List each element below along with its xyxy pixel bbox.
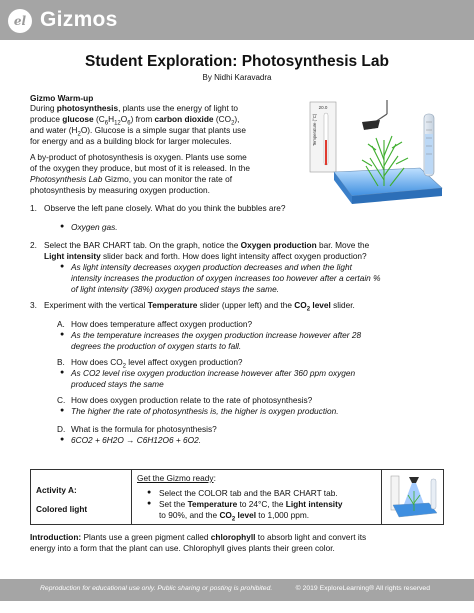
q3b-answer-line1: As CO2 level rise oxygen production increase however after 360 ppm oxygen xyxy=(71,368,356,378)
warmup-p2-line3: Photosynthesis Lab Gizmo, you can monitor the rate of xyxy=(30,174,233,184)
q2-answer-line3: of light intensity (38%) oxygen produced stays the same. xyxy=(71,284,279,294)
warmup-p1-line2: produce glucose $(C_6H_{12}O_6)$ from carbon dioxide $(CO_2)$, xyxy=(30,114,240,127)
q1-answer: Oxygen gas. xyxy=(71,222,118,232)
q1-bullet: ● xyxy=(60,223,65,230)
author-line: By Nidhi Karavadra xyxy=(202,73,272,82)
q3b-bullet: ● xyxy=(60,369,65,376)
warmup-p2-line1: A by-product of photosynthesis is oxygen. Plants use some xyxy=(30,152,247,162)
warmup-heading: Gizmo Warm-up xyxy=(30,93,94,103)
thumbnail-tank xyxy=(393,503,437,517)
q3a-answer-line1: As the temperature increases the oxygen production increase however after 28 xyxy=(71,330,362,340)
footer-notice: Reproduction for educational use only. Public sharing or posting is prohibited. xyxy=(40,585,273,592)
q3-line1: Experiment with the vertical Temperature slider (upper left) and the $CO_2$ level slider. xyxy=(44,300,355,313)
activity-name: Colored light xyxy=(36,504,88,514)
q2-bullet: ● xyxy=(60,263,65,270)
activity-a-table xyxy=(30,469,444,525)
warmup-p1-line3: and water $(H_2O)$. Glucose is a simple sugar that plants use xyxy=(30,125,246,138)
q3a-answer-line2: degrees the production of oxygen starts to fall. xyxy=(71,341,242,351)
q1-text: Observe the left pane closely. What do you think the bubbles are? xyxy=(44,203,286,213)
activity-step-2-line2: to 90%, and the $CO_2$ level to 1,000 ppm. xyxy=(159,510,310,523)
q3c-bullet: ● xyxy=(60,407,65,414)
q3a-label: A. xyxy=(57,319,65,329)
q3-number: 3. xyxy=(30,300,37,310)
q2-answer-line2: intensity increases the production of oxygen increases too however after a certain % xyxy=(71,273,381,283)
warmup-p1-line4: for energy and as a building block for larger molecules. xyxy=(30,136,232,146)
warmup-p2-line2: of the oxygen they produce, but most of it is released. In the xyxy=(30,163,250,173)
gizmos-header-bar xyxy=(0,0,474,40)
q3a-bullet: ● xyxy=(60,331,65,338)
activity-step-1: Select the COLOR tab and the BAR CHART tab. xyxy=(159,488,338,498)
get-gizmo-ready-heading: Get the Gizmo ready: xyxy=(137,473,216,483)
q2-line1: Select the BAR CHART tab. On the graph, notice the Oxygen production bar. Move the xyxy=(44,240,370,250)
q3b-answer-line2: produced stays the same xyxy=(71,379,164,389)
q3c-answer: The higher the rate of photosynthesis is, the higher is oxygen production. xyxy=(71,406,339,416)
thermometer-mercury xyxy=(325,140,327,165)
activity-label: Activity A: xyxy=(36,485,77,495)
q3d-question: What is the formula for photosynthesis? xyxy=(71,424,217,434)
q2-answer-line1: As light intensity decreases oxygen production decreases and when the light xyxy=(71,262,352,272)
q1-number: 1. xyxy=(30,203,37,213)
q3c-question: How does oxygen production relate to the rate of photosynthesis? xyxy=(71,395,313,405)
intro-line1: Introduction: Plants use a green pigment called chlorophyll to absorb light and convert its xyxy=(30,532,367,542)
explorelearning-logo-icon: el xyxy=(8,9,32,33)
page-title: Student Exploration: Photosynthesis Lab xyxy=(85,53,389,70)
q2-line2: Light intensity slider back and forth. How does light intensity affect oxygen production? xyxy=(44,251,367,261)
q3c-label: C. xyxy=(57,395,66,405)
q3b-label: B. xyxy=(57,357,65,367)
activity-gizmo-thumbnail xyxy=(385,473,441,521)
photosynthesis-lab-figure xyxy=(292,100,452,210)
activity-bullet-1: ● xyxy=(147,489,152,496)
q3b-question: How does $CO_2$ level affect oxygen production? xyxy=(71,357,243,370)
activity-bullet-2: ● xyxy=(147,500,152,507)
q3d-answer: 6CO2 + 6H2O → C6H12O6 + 6O2. xyxy=(71,435,202,445)
intro-line2: energy into a form that the plant can use. Chlorophyll gives plants their green color. xyxy=(30,543,335,553)
warmup-p2-line4: photosynthesis by measuring oxygen production. xyxy=(30,185,210,195)
gizmos-logo-text: Gizmos xyxy=(40,8,118,31)
warmup-p1-line1: During photosynthesis, plants use the energy of light to xyxy=(30,103,238,113)
q2-number: 2. xyxy=(30,240,37,250)
thumbnail-lamp-icon xyxy=(409,477,419,483)
thermometer-label: Temperature (°C) xyxy=(312,113,317,146)
q3d-label: D. xyxy=(57,424,66,434)
q3d-bullet: ● xyxy=(60,436,65,443)
thermometer-value: 20.0 xyxy=(318,105,328,110)
footer-copyright: © 2019 ExploreLearning® All rights reserved xyxy=(295,585,430,592)
footer-bar xyxy=(0,579,474,601)
activity-step-2-line1: Set the Temperature to 24°C, the Light intensity xyxy=(159,499,343,509)
q3a-question: How does temperature affect oxygen production? xyxy=(71,319,253,329)
